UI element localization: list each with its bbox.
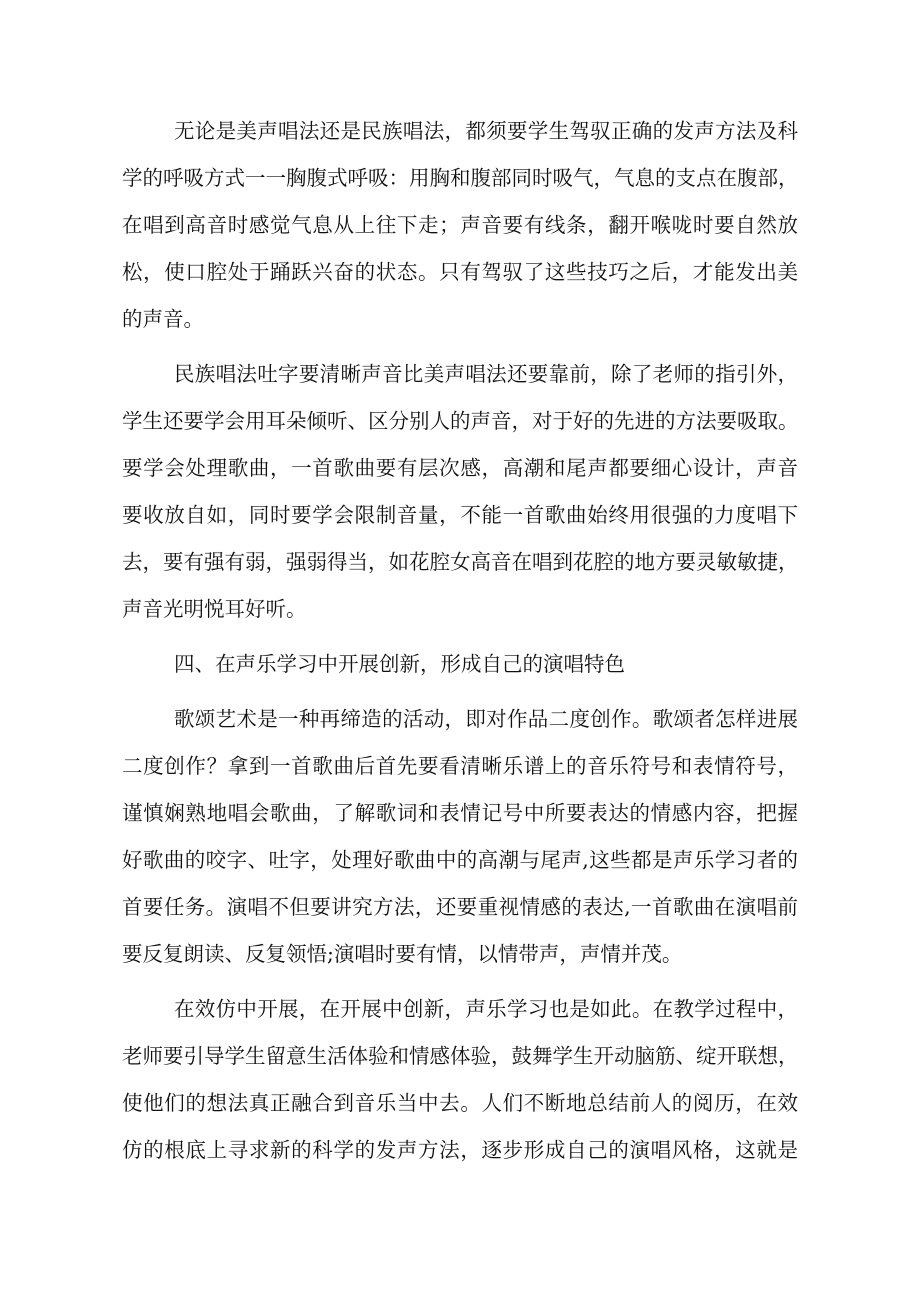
text-line: 要反复朗读、反复领悟;演唱时要有情，以情带声，声情并茂。 [122, 942, 683, 966]
paragraph-vocal-technique [122, 108, 798, 343]
text-line: 民族唱法吐字要清晰声音比美声唱法还要靠前，除了老师的指引外， [174, 362, 798, 386]
text-line: 首要任务。演唱不但要讲究方法，还要重视情感的表达,一首歌曲在演唱前 [122, 895, 798, 919]
text-line: 声音光明悦耳好听。 [122, 597, 307, 621]
text-line: 学生还要学会用耳朵倾听、区分别人的声音，对于好的先进的方法要吸取。 [122, 409, 799, 433]
text-line: 二度创作？拿到一首歌曲后首先要看清晰乐谱上的音乐符号和表情符号， [122, 754, 798, 778]
section-heading-text: 四、在声乐学习中开展创新，形成自己的演唱特色 [174, 652, 625, 676]
paragraph-folk-singing [122, 351, 798, 633]
text-line: 老师要引导学生留意生活体验和情感体验，鼓舞学生开动脑筋、绽开联想， [122, 1044, 799, 1068]
paragraph-second-creation [122, 696, 798, 978]
text-line: 去，要有强有弱，强弱得当，如花腔女高音在唱到花腔的地方要灵敏敏捷， [122, 550, 799, 574]
text-line: 要收放自如，同时要学会限制音量，不能一首歌曲始终用很强的力度唱下 [122, 503, 798, 527]
text-line: 仿的根底上寻求新的科学的发声方法，逐步形成自己的演唱风格，这就是 [122, 1138, 798, 1162]
text-line: 使他们的想法真正融合到音乐当中去。人们不断地总结前人的阅历，在效 [122, 1091, 798, 1115]
text-line: 学的呼吸方式一一胸腹式呼吸：用胸和腹部同时吸气，气息的支点在腹部， [122, 166, 799, 190]
text-line: 的声音。 [122, 307, 204, 331]
text-line: 无论是美声唱法还是民族唱法，都须要学生驾驭正确的发声方法及科 [174, 119, 798, 143]
document-body [122, 108, 798, 1182]
text-line: 好歌曲的咬字、吐字，处理好歌曲中的高潮与尾声,这些都是声乐学习者的 [122, 848, 798, 872]
text-line: 在效仿中开展，在开展中创新，声乐学习也是如此。在教学过程中， [174, 997, 798, 1021]
text-line: 要学会处理歌曲，一首歌曲要有层次感，高潮和尾声都要细心设计，声音 [122, 456, 798, 480]
paragraph-innovation [122, 986, 798, 1174]
section-heading [122, 641, 798, 688]
text-line: 在唱到高音时感觉气息从上往下走；声音要有线条，翻开喉咙时要自然放 [122, 213, 798, 237]
text-line: 松，使口腔处于踊跃兴奋的状态。只有驾驭了这些技巧之后，才能发出美 [122, 260, 798, 284]
text-line: 歌颂艺术是一种再缔造的活动，即对作品二度创作。歌颂者怎样进展 [174, 707, 798, 731]
text-line: 谨慎娴熟地唱会歌曲，了解歌词和表情记号中所要表达的情感内容，把握 [122, 801, 798, 825]
